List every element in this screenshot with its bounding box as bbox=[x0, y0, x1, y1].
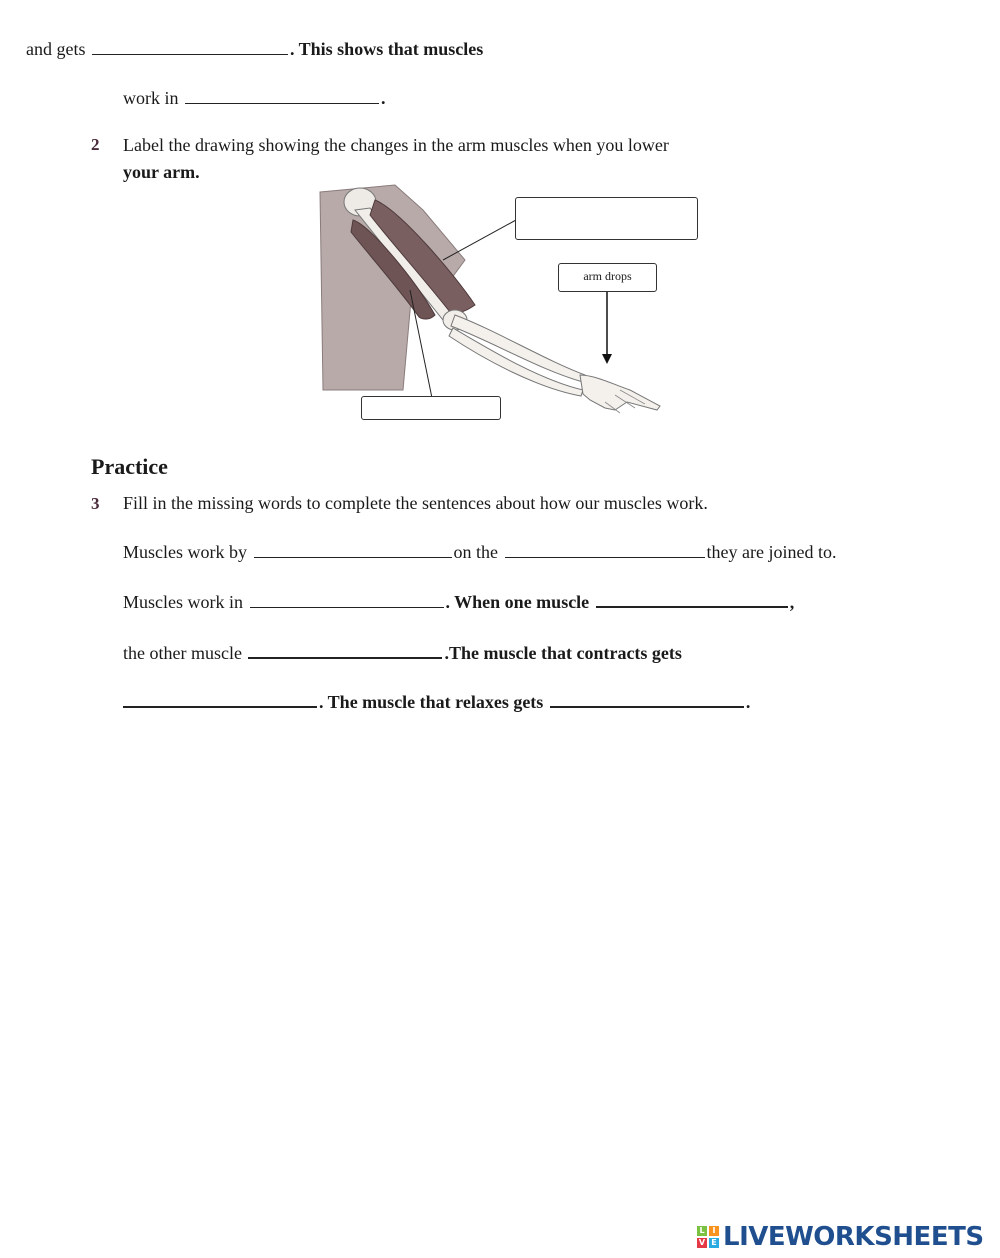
s1-part-b: on the bbox=[453, 542, 498, 562]
s2-part-b: . When one muscle bbox=[445, 592, 590, 612]
line2-lead: work in bbox=[123, 88, 179, 108]
question3-instruction: Fill in the missing words to complete the sentences about how our muscles work. bbox=[123, 493, 708, 513]
answer-blank-6[interactable] bbox=[596, 588, 788, 608]
answer-blank-5[interactable] bbox=[250, 589, 444, 608]
continuation-line-1 bbox=[26, 36, 483, 61]
s2-part-a: Muscles work in bbox=[123, 592, 243, 612]
logo-letter-i: I bbox=[709, 1226, 719, 1236]
logo-text: LIVEWORKSHEETS bbox=[723, 1222, 984, 1252]
s2-part-c: , bbox=[789, 592, 795, 612]
liveworksheets-logo bbox=[697, 1222, 984, 1252]
logo-letter-v: V bbox=[698, 1238, 706, 1247]
s4-part-c: . bbox=[745, 692, 751, 712]
label-box-lower[interactable] bbox=[361, 396, 501, 420]
logo-letter-l: L bbox=[697, 1226, 707, 1236]
s3-part-a: the other muscle bbox=[123, 643, 242, 663]
question-number-3: 3 bbox=[91, 494, 100, 513]
s4-part-b: . The muscle that relaxes gets bbox=[319, 692, 544, 712]
question2-text: Label the drawing showing the changes in the arm muscles when you lower bbox=[123, 135, 669, 155]
line1-lead: and gets bbox=[26, 39, 86, 59]
s1-part-a: Muscles work by bbox=[123, 542, 247, 562]
continuation-line-2 bbox=[123, 85, 386, 110]
line2-tail: . bbox=[381, 88, 386, 108]
answer-blank-9[interactable] bbox=[550, 688, 744, 708]
answer-blank-8[interactable] bbox=[123, 688, 317, 708]
s3-part-b: .The muscle that contracts gets bbox=[444, 643, 682, 663]
sentence-3 bbox=[123, 639, 682, 665]
logo-letter-e: E bbox=[709, 1238, 719, 1248]
label-box-upper[interactable] bbox=[515, 197, 698, 240]
answer-blank-3[interactable] bbox=[254, 539, 452, 558]
s1-part-c: they are joined to. bbox=[706, 542, 837, 562]
question2-text-bold: your arm. bbox=[123, 162, 200, 182]
sentence-2 bbox=[123, 588, 794, 614]
arm-drops-arrow-head bbox=[602, 354, 612, 364]
question-number-2: 2 bbox=[91, 135, 100, 154]
line1-tail: . This shows that muscles bbox=[289, 39, 484, 59]
arm-drops-label: arm drops bbox=[558, 263, 657, 292]
answer-blank-4[interactable] bbox=[505, 539, 705, 558]
ulna-bone bbox=[449, 328, 583, 396]
leader-line-upper bbox=[443, 220, 516, 260]
answer-blank-1[interactable] bbox=[92, 36, 288, 55]
sentence-1 bbox=[123, 539, 836, 564]
answer-blank-2[interactable] bbox=[185, 85, 379, 104]
answer-blank-7[interactable] bbox=[248, 639, 442, 659]
practice-heading: Practice bbox=[91, 454, 168, 479]
logo-mark-icon bbox=[697, 1226, 719, 1248]
sentence-4 bbox=[123, 688, 750, 714]
hand-bones bbox=[580, 375, 660, 410]
